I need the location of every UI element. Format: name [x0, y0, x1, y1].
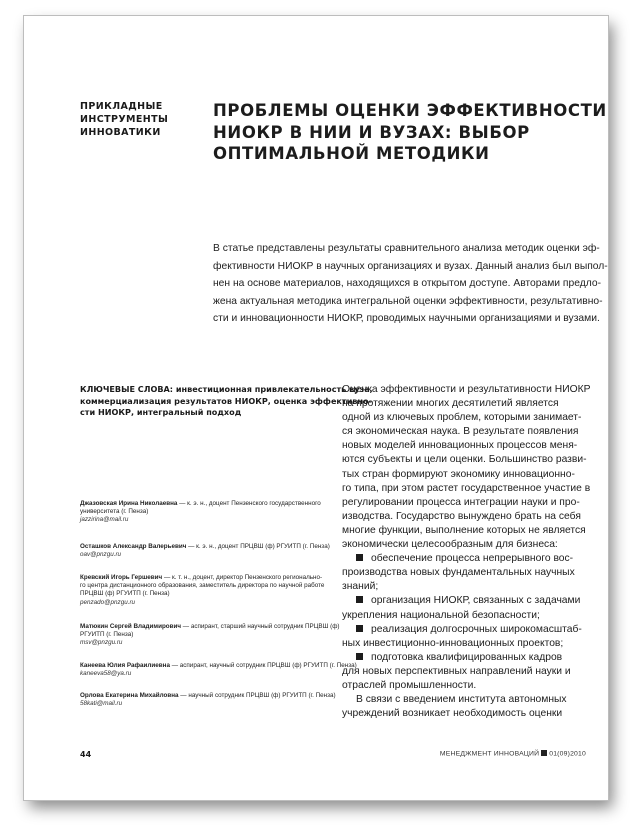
body-line: [342, 453, 594, 467]
body-line-text: производства новых фундаментальных научных: [342, 567, 575, 579]
body-line: [342, 693, 594, 707]
author-info: — к. э. н., доцент Пензенского государственного: [179, 500, 321, 507]
abstract-line: жена актуальная методика интегральной оценки эффективности, результативно-: [213, 295, 603, 307]
body-line: [342, 707, 594, 721]
author-email: kaneeva58@ya.ru: [80, 670, 132, 678]
rubric-line: ИННОВАТИКИ: [80, 127, 161, 138]
rubric-line: ПРИКЛАДНЫЕ: [80, 101, 163, 112]
body-line-text: обеспечение процесса непрерывного вос-: [371, 553, 574, 565]
author-name: Канеева Юлия Рафаилиевна: [80, 662, 170, 669]
author-info: — аспирант, научный сотрудник ПРЦВШ (ф) РГУИТП (г. Пенза): [171, 662, 357, 669]
body-line-text: новых моделей инновационных процессов меня-: [342, 440, 578, 452]
body-line-text: подготовка квалифицированных кадров: [371, 651, 563, 663]
issue-number: 01(09)2010: [549, 750, 586, 758]
author-entry: [80, 623, 340, 648]
body-line-text: многие функции, выполнение которых не является: [342, 524, 586, 536]
body-line-text: тых стран формируют экономику инновационно-: [342, 468, 575, 480]
keywords-line: КЛЮЧЕВЫЕ СЛОВА: инвестиционная привлекательность вуза,: [80, 384, 373, 394]
body-line: [342, 524, 594, 538]
author-info: университета (г. Пенза): [80, 508, 149, 516]
journal-page: [24, 16, 608, 800]
abstract-line: В статье представлены результаты сравнительного анализа методик оценки эф-: [213, 243, 600, 254]
author-name: Матюкин Сергей Владимирович: [80, 623, 182, 630]
body-line-text: знаний;: [342, 581, 379, 593]
keywords-line: коммерциализация результатов НИОКР, оценка эффективно-: [80, 395, 372, 406]
author-name: Джазовская Ирина Николаевна: [80, 500, 178, 507]
author-info: — к. э. н., доцент ПРЦВШ (ф) РГУИТП (г. Пенза): [188, 543, 330, 550]
author-info: — научный сотрудник ПРЦВШ (ф) РГУИТП (г. Пенза): [180, 692, 336, 699]
body-line-text: одной из ключевых проблем, которыми занимает-: [342, 412, 582, 424]
bullet-item-line: [342, 594, 594, 608]
author-info: ПРЦВШ (ф) РГУИТП (г. Пенза): [80, 590, 170, 598]
body-text-column: [342, 383, 594, 721]
body-line-text: Оценка эффективности и результативности НИОКР: [342, 384, 591, 395]
author-info: — аспирант, старший научный сотрудник ПРЦВШ (ф): [182, 623, 340, 630]
body-line: [342, 538, 594, 552]
running-footer: [440, 750, 586, 758]
title-line: НИОКР В НИИ И ВУЗАХ: ВЫБОР: [213, 122, 530, 142]
body-line: [342, 496, 594, 510]
body-line-text: реализация долгосрочных широкомасштаб-: [371, 623, 582, 635]
body-line: [342, 383, 594, 397]
author-info: — к. т. н., доцент, директор Пензенского регионально-: [163, 574, 323, 581]
body-line: [342, 510, 594, 524]
journal-name: МЕНЕДЖМЕНТ ИННОВАЦИЙ: [439, 750, 540, 758]
body-line: [342, 679, 594, 693]
author-name: Кревский Игорь Гершевич: [80, 574, 163, 581]
body-line: [342, 609, 594, 623]
square-bullet-icon: [356, 596, 363, 603]
author-email: oav@pnzgu.ru: [80, 551, 122, 559]
body-line-text: ных инвестиционно-инновационных проектов;: [342, 637, 564, 649]
abstract-line: фективности НИОКР в научных организациях и вузах. Данный анализ был выпол-: [213, 260, 608, 272]
body-line: [342, 566, 594, 580]
author-info: РГУИТП (г. Пенза): [80, 631, 134, 639]
body-line: [342, 468, 594, 482]
body-line-text: на протяжении многих десятилетий является: [342, 398, 559, 410]
body-line-text: В связи с введением института автономных: [356, 694, 567, 706]
author-entry: [80, 692, 336, 708]
bullet-item-line: [342, 623, 594, 637]
body-line-text: учреждений возникает необходимость оценки: [342, 708, 563, 720]
body-line: [342, 397, 594, 411]
abstract: [213, 240, 608, 328]
author-entry: [80, 543, 336, 559]
body-line: [342, 580, 594, 594]
author-email: 58kati@mail.ru: [80, 700, 123, 708]
body-line-text: регулировании процесса интеграции науки и про-: [342, 496, 580, 508]
author-email: jazzirina@mail.ru: [80, 516, 129, 524]
body-line-text: экономически целесообразным для бизнеса:: [342, 539, 558, 551]
body-line-text: го типа, при этом растет государственное участие в: [342, 482, 591, 494]
author-name: Осташков Александр Валерьевич: [80, 543, 187, 550]
body-line: [342, 665, 594, 679]
body-line: [342, 425, 594, 439]
square-bullet-icon: [356, 625, 363, 632]
article-title: [213, 100, 607, 165]
title-line: ПРОБЛЕМЫ ОЦЕНКИ ЭФФЕКТИВНОСТИ: [213, 101, 607, 120]
body-line-text: ся экономическая наука. В результате появления: [342, 426, 579, 438]
body-line: [342, 637, 594, 651]
body-line-text: изводства. Государство вынуждено брать на себя: [342, 510, 581, 522]
abstract-line: нен на основе материалов, находящихся в открытом доступе. Авторами предло-: [213, 278, 601, 289]
keywords: [80, 384, 373, 419]
body-line-text: ются субъекты и цели оценки. Большинство разви-: [342, 454, 587, 466]
title-line: ОПТИМАЛЬНОЙ МЕТОДИКИ: [213, 144, 490, 163]
body-line: [342, 411, 594, 425]
square-bullet-icon: [356, 554, 363, 561]
page-number: 44: [80, 750, 92, 759]
author-entry: [80, 662, 357, 678]
body-line-text: организация НИОКР, связанных с задачами: [371, 595, 581, 607]
body-line: [342, 439, 594, 453]
body-line: [342, 482, 594, 496]
author-entry: [80, 574, 336, 607]
section-rubric: [80, 100, 190, 139]
author-email: penzado@pnzgu.ru: [80, 598, 136, 606]
author-name: Орлова Екатерина Михайловна: [80, 692, 179, 699]
square-bullet-icon: [356, 653, 363, 660]
body-line-text: отраслей промышленности.: [342, 679, 477, 691]
bullet-item-line: [342, 651, 594, 665]
body-line-text: укрепления национальной безопасности;: [342, 609, 540, 621]
author-email: msv@pnzgu.ru: [80, 639, 123, 647]
keywords-line: сти НИОКР, интегральный подход: [80, 407, 242, 417]
bullet-item-line: [342, 552, 594, 566]
rubric-line: ИНСТРУМЕНТЫ: [80, 114, 169, 125]
abstract-line: сти и инновационности НИОКР, проводимых научными организациями и вузами.: [213, 313, 600, 324]
body-line-text: для новых перспективных направлений науки и: [342, 665, 571, 677]
square-separator-icon: [541, 750, 547, 756]
author-entry: [80, 500, 336, 525]
author-info: го центра дистанционного образования, заместитель директора по научной работе: [80, 582, 325, 590]
